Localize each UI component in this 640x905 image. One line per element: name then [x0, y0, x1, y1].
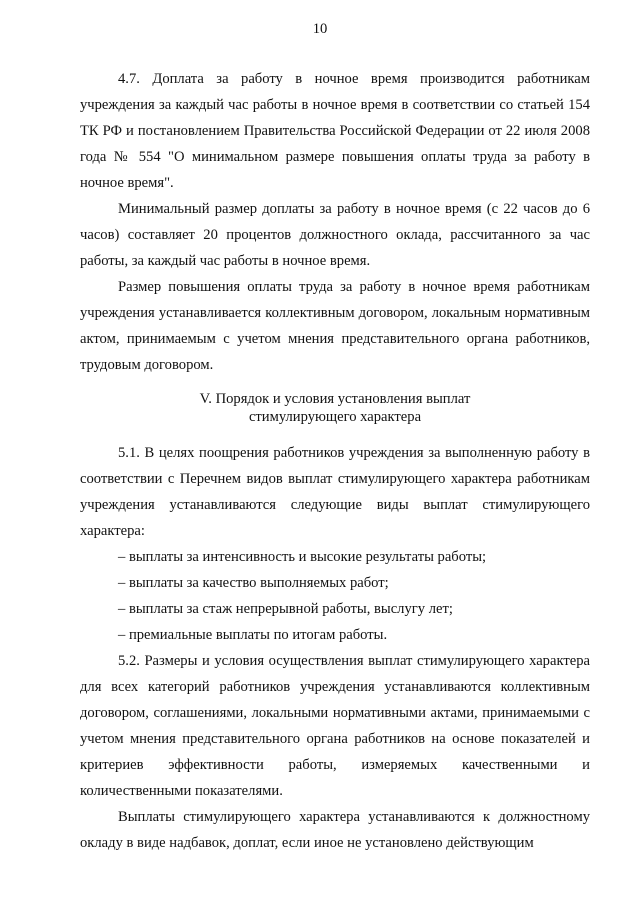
section-heading [80, 390, 590, 426]
page-number: 10 [312, 21, 328, 37]
list-item: – выплаты за интенсивность и высокие результаты работы; [118, 549, 487, 565]
paragraph-5-1: 5.1. В целях поощрения работников учреждения за выполненную работу в соответствии с Перечнем видов выплат стимулирующего характера работникам учреждения устанавливаются следующие виды выплат стимулирующего характера: [80, 445, 590, 539]
paragraph-night-pay-size: Размер повышения оплаты труда за работу в ночное время работникам учреждения устанавливается коллективным договором, локальным нормативным актом, принимаемым с учетом мнения представительного органа работников, трудовым договором. [80, 279, 590, 373]
paragraph-stimulus-forms: Выплаты стимулирующего характера устанавливаются к должностному окладу в виде надбавок, доплат, если иное не установлено действующим [80, 809, 590, 851]
section-heading-line-1: V. Порядок и условия установления выплат [199, 391, 471, 407]
paragraph-4-7: 4.7. Доплата за работу в ночное время производится работникам учреждения за каждый час работы в ночное время в соответствии со статьей 154 ТК РФ и постановлением Правительства Российской Федерации от 22 июля 2008 года № 554 "О минимальном размере повышения оплаты труда за работу в ночное время". [80, 71, 590, 191]
section-heading-line-2: стимулирующего характера [248, 409, 422, 425]
paragraph-5-2: 5.2. Размеры и условия осуществления выплат стимулирующего характера для всех категорий работников учреждения устанавливаются коллективным договором, соглашениями, локальными нормативными актами, принимаемыми с учетом мнения представительного органа работников на основе показателей и критериев эффективности работы, измеряемых качественными и количественными показателями. [80, 653, 590, 799]
list-item: – выплаты за стаж непрерывной работы, выслугу лет; [118, 601, 453, 617]
list-item: – премиальные выплаты по итогам работы. [118, 627, 388, 643]
paragraph-min-night-pay: Минимальный размер доплаты за работу в ночное время (с 22 часов до 6 часов) составляет 20 процентов должностного оклада, рассчитанного за час работы, за каждый час работы в ночное время. [80, 201, 590, 269]
list-item: – выплаты за качество выполняемых работ; [118, 575, 389, 591]
